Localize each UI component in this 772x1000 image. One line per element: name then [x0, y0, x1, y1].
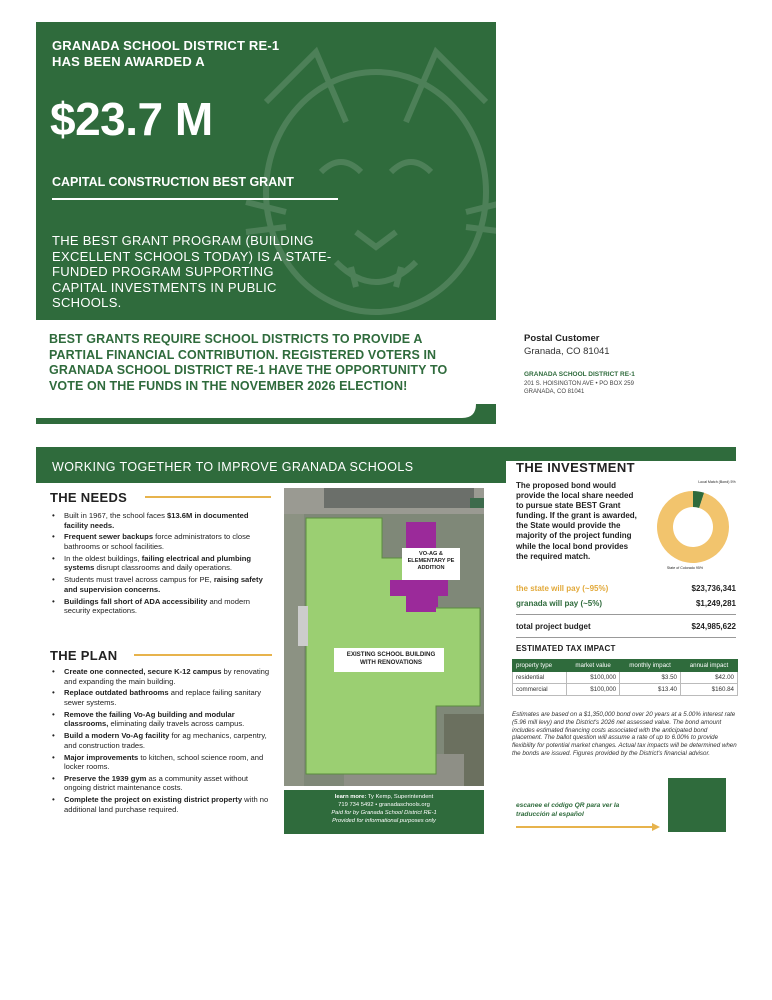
tax-cell: commercial [513, 684, 567, 696]
donut-slice-state-of-colorado [657, 491, 729, 563]
needs-title: THE NEEDS [50, 490, 128, 505]
mailing-address [524, 333, 724, 396]
banner-extension [506, 447, 736, 461]
list-item: • Preserve the 1939 gym as a community asset without ongoing district maintenance costs. [50, 774, 272, 793]
list-item: • Remove the failing Vo-Ag building and modular classrooms, eliminating daily travels across campus. [50, 710, 272, 729]
plan-rule [134, 654, 272, 656]
tax-cell: $160.84 [680, 684, 737, 696]
provided-line: Provided for informational purposes only [332, 818, 436, 824]
plan-title: THE PLAN [50, 648, 118, 663]
existing-building-label: EXISTING SCHOOL BUILDING WITH RENOVATIONS [346, 651, 436, 666]
list-item: • Frequent sewer backups force administrators to close bathrooms or school facilities. [50, 532, 272, 551]
total-value: $24,985,622 [691, 622, 736, 631]
vote-text: BEST GRANTS REQUIRE SCHOOL DISTRICTS TO PROVIDE A PARTIAL FINANCIAL CONTRIBUTION. REGISTERED VOTERS IN GRANADA SCHOOL DISTRICT RE-1 HAVE THE OPPORTUNITY TO VOTE ON THE FUNDS IN THE NOVEMBER 2026 ELECTION! [49, 332, 448, 393]
list-item: • Complete the project on existing district property with no additional land purchase required. [50, 795, 272, 814]
tax-impact-title: ESTIMATED TAX IMPACT [516, 644, 616, 653]
return-district: GRANADA SCHOOL DISTRICT RE-1 [524, 371, 635, 378]
list-item: • Buildings fall short of ADA accessibility and modern security expectations. [50, 597, 272, 616]
tax-cell: $100,000 [567, 672, 620, 684]
learn-more: learn more: Ty Kemp, Superintendent [334, 794, 434, 800]
qr-translation-text: escanee el código QR para ver la traducción al español [516, 802, 620, 818]
addition-label: VO-AG & ELEMENTARY PE ADDITION [407, 551, 455, 571]
tax-impact-table [512, 659, 738, 696]
hero-panel [36, 22, 496, 320]
table-row [513, 672, 738, 684]
site-plan-aerial [284, 488, 484, 786]
postal-customer: Postal Customer [524, 333, 600, 344]
election-date: NOVEMBER 2026 ELECTION! [230, 378, 408, 393]
divider [52, 198, 338, 200]
local-pay-value: $1,249,281 [695, 599, 736, 608]
needs-rule [145, 496, 271, 498]
tax-cell: $42.00 [680, 672, 737, 684]
arrow-right-icon [516, 822, 660, 832]
list-item: • Major improvements to kitchen, school science room, and locker rooms. [50, 753, 272, 772]
local-pay-label: granada will pay (~5%) [516, 599, 603, 608]
tax-header: market value [567, 660, 620, 672]
investment-title: THE INVESTMENT [516, 460, 635, 475]
donut-label-local: Local Match (Bond) 5% [698, 480, 736, 484]
list-item: • In the oldest buildings, failing electrical and plumbing systems disrupt classrooms and daily operations. [50, 554, 272, 573]
total-label: total project budget [516, 622, 591, 631]
tax-cell: $100,000 [567, 684, 620, 696]
estimates-note: Estimates are based on a $1,350,000 bond over 20 years at a 5.00% interest rate (5.96 mill levy) and the District's 2026 net assessed value. The bond amount includes estimated financing costs associated with the anticipated bond placement. The ballot question will assume a rate of up to 6.00% to provide flexibility for potential market changes. Actual tax impacts will be determined when the bonds are issued. Figures provided by the District's financial advisor. [512, 711, 737, 757]
funding-donut-chart [645, 477, 741, 591]
plan-list [50, 667, 272, 817]
tax-cell: residential [513, 672, 567, 684]
list-item: • Build a modern Vo-Ag facility for ag mechanics, carpentry, and construction trades. [50, 731, 272, 750]
grant-amount: $23.7 M [50, 93, 213, 145]
phone-website[interactable]: 719 734 5492 • granadaschools.org [338, 802, 430, 808]
state-pay-label: the state will pay (~95%) [516, 584, 609, 593]
table-row [513, 684, 738, 696]
donut-label-state: State of Colorado 95% [666, 566, 704, 570]
investment-text: The proposed bond would provide the local share needed to pursue state BEST Grant funding. If the grant is awarded, the State would provide the majority of the project funding while the local bond provides the required match. [516, 481, 637, 561]
contact-footer [284, 790, 484, 834]
program-description: THE BEST GRANT PROGRAM (BUILDING EXCELLENT SCHOOLS TODAY) IS A STATE-FUNDED PROGRAM SUPPORTING CAPITAL INVESTMENTS IN PUBLIC SCHOOLS. [52, 233, 332, 310]
paid-for-line: Paid for by Granada School District RE-1 [331, 810, 437, 816]
donut-slices [657, 491, 729, 563]
tax-header: monthly impact [620, 660, 681, 672]
grant-name: CAPITAL CONSTRUCTION BEST GRANT [52, 175, 294, 189]
tax-cell: $13.40 [620, 684, 681, 696]
needs-list [50, 511, 272, 618]
return-address: 201 S. HOISINGTON AVE • PO BOX 259 GRANADA, CO 81041 [524, 381, 634, 395]
qr-code[interactable] [668, 778, 726, 832]
total-divider [516, 614, 736, 615]
list-item: • Replace outdated bathrooms and replace failing sanitary sewer systems. [50, 688, 272, 707]
tax-divider [516, 637, 736, 638]
list-item: • Built in 1967, the school faces $13.6M in documented facility needs. [50, 511, 272, 530]
awarded-heading: GRANADA SCHOOL DISTRICT RE-1 HAS BEEN AWARDED A [52, 38, 280, 69]
state-pay-value: $23,736,341 [691, 584, 736, 593]
postal-city: Granada, CO 81041 [524, 346, 610, 357]
vote-bar-decoration [36, 404, 496, 424]
section-banner: WORKING TOGETHER TO IMPROVE GRANADA SCHOOLS [36, 447, 506, 483]
tax-header: annual impact [680, 660, 737, 672]
tax-cell: $3.50 [620, 672, 681, 684]
list-item: • Students must travel across campus for PE, raising safety and supervision concerns. [50, 575, 272, 594]
tax-header: property type [513, 660, 567, 672]
list-item: • Create one connected, secure K-12 campus by renovating and expanding the main building. [50, 667, 272, 686]
